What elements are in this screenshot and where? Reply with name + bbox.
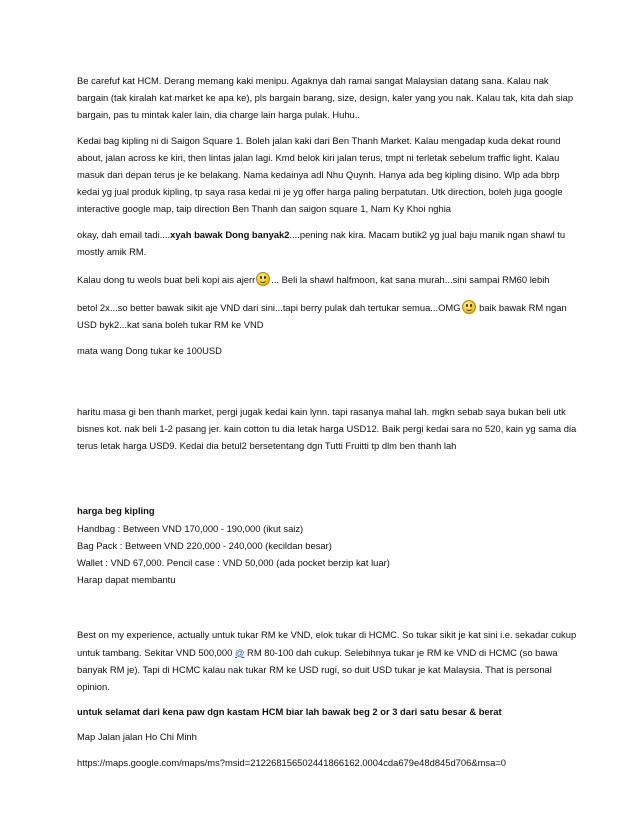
- paragraph-ben-thanh-market: haritu masa gi ben thanh market, pergi jugak kedai kain lynn. tapi rasanya mahal lah. mgkn sebab saya bukan beli utk bisnes kot. nak beli 1-2 pasang jer. kain cotton tu dia letak harga USD12. Baik pergi kedai sara no 520, kain yg sama dia terus letak harga USD9. Kedai dia betul2 bersetentang dgn Tutti Fruitti tp dlm ben thanh lah: [77, 405, 577, 452]
- kopi-ais-lead: Kalau dong tu weols buat beli kopi ais ajerr: [77, 274, 256, 286]
- kopi-ais-rest: ... Beli la shawl halfmoon, kat sana murah...sini sampai RM60 lebih: [271, 274, 550, 286]
- dong-advice-bold: xyah bawak Dong banyak2: [170, 228, 290, 240]
- laughing-smiley-icon: [256, 272, 270, 286]
- paragraph-map-title: Map Jalan jalan Ho Chi Minh: [77, 731, 197, 743]
- paragraph-bring-rm-usd: [77, 299, 577, 333]
- map-url[interactable]: https://maps.google.com/maps/ms?msid=212268156502441866162.0004cda679e48d845d706&msa=0: [77, 756, 506, 768]
- price-bagpack: Bag Pack : Between VND 220,000 - 240,000 (kecildan besar): [77, 539, 332, 551]
- paragraph-kipling-shop-directions: Kedai bag kipling ni di Saigon Square 1. Boleh jalan kaki dari Ben Thanh Market. Kalau mengadap kuda dekat round about, jalan across ke kiri, then lintas jalan lagi. Kmd belok kiri jalan terus, tmpt ni terletak sebelum traffic light. Kalau masuk dari depan terus je ke belakang. Nama kedainya adl Nhu Quynh. Hanya ada beg kipling disino. Wlp ada bbrp kedai yg jual produk kipling, tp saya rasa kedai ni je yg offer harga paling berpatutan. Utk direction, boleh juga google interactive google map, taip direction Ben Thanh dan saigon square 1, Nam Ky Khoi nghia: [77, 134, 563, 215]
- kipling-price-list: [77, 502, 577, 588]
- document-body: [77, 72, 577, 771]
- price-handbag: Handbag : Between VND 170,000 - 190,000 (ikut saiz): [77, 522, 304, 534]
- paragraph-currency-note: mata wang Dong tukar ke 100USD: [77, 344, 222, 356]
- dong-advice-lead: okay, dah email tadi....: [77, 228, 171, 240]
- dong-advice-rest: ....pening nak kira. Macam butik2 yg jual baju manik ngan shawl tu mostly amik RM.: [77, 228, 566, 257]
- paragraph-dong-advice: [77, 226, 577, 260]
- winking-smiley-icon: [462, 300, 476, 314]
- at-link[interactable]: @: [234, 646, 245, 658]
- bring-rm-rest: baik bawak RM ngan USD byk2...kat sana boleh tukar RM ke VND: [77, 302, 567, 331]
- price-list-heading: harga beg kipling: [77, 505, 155, 517]
- bring-rm-lead: betol 2x...so better bawak sikit aje VND dari sini...tapi berry pulak dah tertukar semua...OMG: [77, 302, 461, 314]
- price-closing: Harap dapat membantu: [77, 574, 176, 586]
- paragraph-exchange-experience: [77, 626, 577, 695]
- paragraph-kopi-ais: [77, 271, 577, 288]
- paragraph-hcm-warning: Be carefuf kat HCM. Derang memang kaki menipu. Agaknya dah ramai sangat Malaysian datang sana. Kalau nak bargain (tak kiralah kat market ke apa ke), pls bargain barang, size, design, kaler yang you nak. Kalau tak, kita dah siap bargain, pas tu mintak kaler lain, dia charge lain harga pulak. Huhu..: [77, 75, 574, 121]
- price-wallet: Wallet : VND 67,000. Pencil case : VND 50,000 (ada pocket berzip kat luar): [77, 557, 390, 569]
- paragraph-customs-tip: untuk selamat dari kena paw dgn kastam HCM biar lah bawak beg 2 or 3 dari satu besar & berat: [77, 706, 502, 718]
- exchange-lead: Best on my experience, actually untuk tukar RM ke VND, elok tukar di HCMC. So tukar sikit je kat sini i.e. sekadar cukup untuk tambang. Sekitar VND 500,000: [77, 629, 577, 658]
- exchange-rest: RM 80-100 dah cukup. Selebihnya tukar je RM ke VND di HCMC (so bawa banyak RM je). Tapi di HCMC kalau nak tukar RM ke USD rugi, so duit USD tukar je kat Malaysia. That is personal opinion.: [77, 646, 558, 693]
